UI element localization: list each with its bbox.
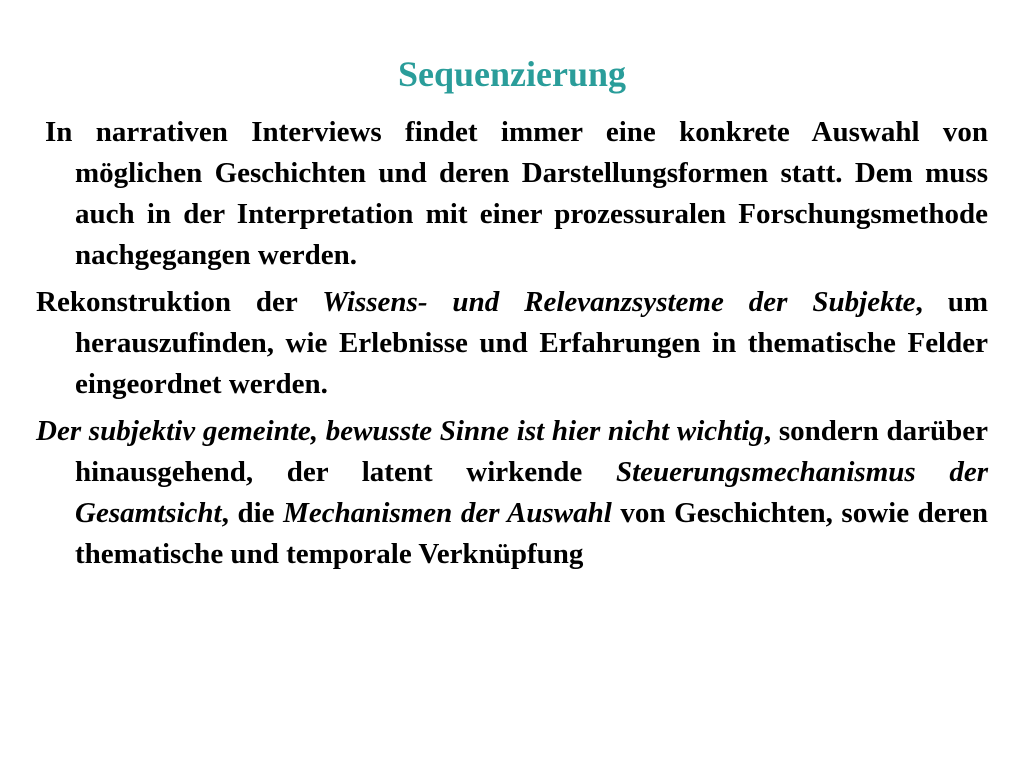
paragraph-2-emphasis: Wissens- und Relevanzsysteme der Subjekte [322, 286, 916, 318]
paragraph-2-text-a: Rekonstruktion der [36, 286, 323, 318]
paragraph-subjective-meaning [36, 411, 988, 575]
paragraph-1-text: In narrativen Interviews findet immer eine konkrete Auswahl von möglichen Geschichten und deren Darstellungsformen statt. Dem muss auch in der Interpretation mit einer prozessuralen Forschungsmethode nachgegangen werden. [45, 116, 988, 271]
slide-body [36, 112, 988, 581]
paragraph-3-emphasis-b: Steuerungsmechanismus der Gesamtsicht [75, 456, 989, 529]
paragraph-3-text-c: von Geschichten, sowie deren thematische und temporale Verknüpfung [75, 497, 988, 570]
paragraph-3-text-b: , die [221, 497, 284, 529]
paragraph-reconstruction [36, 282, 988, 405]
paragraph-3-text-a: , sondern darüber hinausgehend, der latent wirkende [75, 415, 989, 488]
paragraph-3-emphasis-a: Der subjektiv gemeinte, bewusste Sinne ist hier nicht wichtig [36, 415, 764, 447]
paragraph-2-text-b: , um herauszufinden, wie Erlebnisse und Erfahrungen in thematische Felder eingeordnet werden. [75, 286, 988, 400]
paragraph-narrative-interviews [36, 112, 988, 276]
slide-title: Sequenzierung [397, 54, 627, 94]
paragraph-3-emphasis-c: Mechanismen der Auswahl [283, 497, 612, 529]
